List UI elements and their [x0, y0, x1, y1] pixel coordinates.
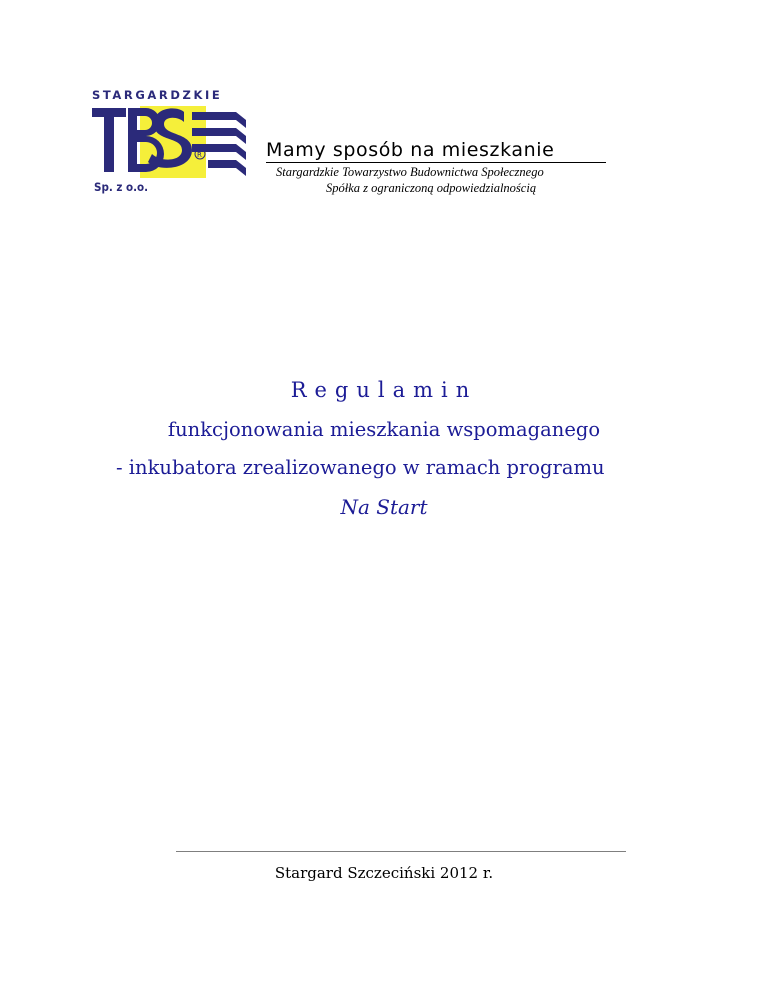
company-name-line1: Stargardzkie Towarzystwo Budownictwa Społecznego: [276, 165, 544, 179]
document-subtitle-line1: funkcjonowania mieszkania wspomaganego: [167, 418, 601, 441]
company-logo: [88, 88, 268, 198]
place-and-date: Stargard Szczeciński 2012 r.: [274, 864, 494, 882]
logo-top-text: STARGARDZKIE: [92, 88, 223, 102]
tbs-logo-icon: [88, 102, 258, 182]
slogan: Mamy sposób na mieszkanie: [266, 139, 606, 163]
footer-divider: [176, 851, 626, 852]
document-title: Regulamin: [290, 378, 478, 402]
company-name-line2: Spółka z ograniczoną odpowiedzialnością: [326, 181, 537, 195]
logo-bottom-text: Sp. z o.o.: [94, 180, 149, 194]
program-name: Na Start: [340, 495, 428, 519]
document-subtitle-line2: - inkubatora zrealizowanego w ramach programu: [116, 456, 605, 479]
svg-text:R: R: [197, 151, 202, 159]
